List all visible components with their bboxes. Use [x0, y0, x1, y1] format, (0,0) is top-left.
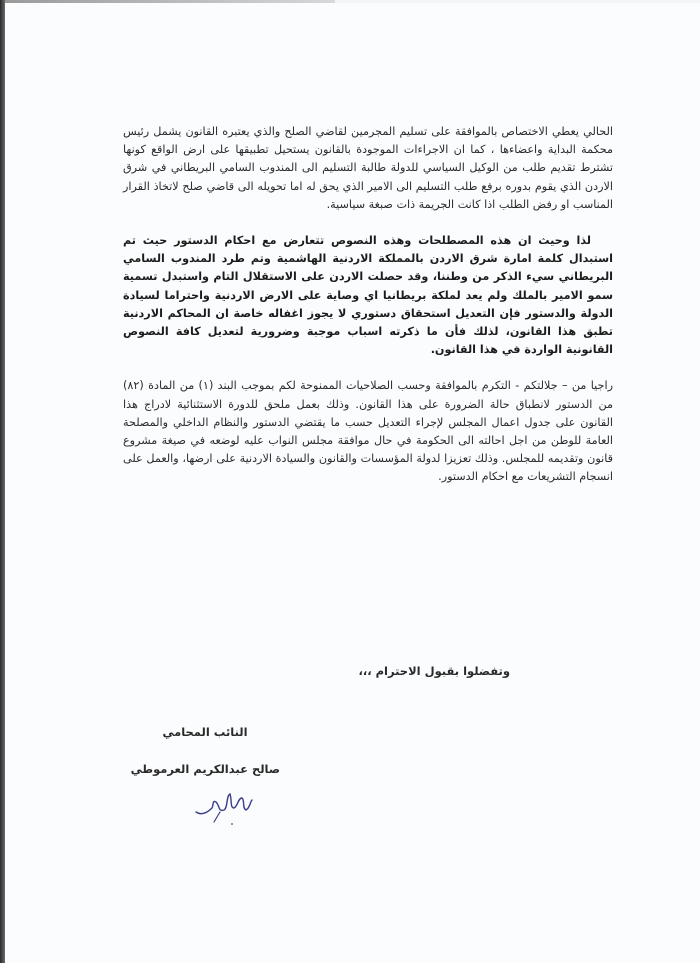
- paragraph-constitutional-conflict: لذا وحيث ان هذه المصطلحات وهذه النصوص تتعارض مع احكام الدستور حيث تم استبدال كلمة امارة شرق الاردن بالمملكة الاردنية الهاشمية وتم طرد المندوب السامي البريطاني سيء الذكر من وطننا، وقد حصلت الاردن على الاستقلال التام واستبدل تسمية سمو الامير بالملك ولم يعد لملكة بريطانيا اي وصاية على الارض الاردنية واحتراما لسيادة الدولة والدستور فإن التعديل استحقاق دستوري لا يجوز اغفاله خاصة ان المحاكم الاردنية تطبق هذا القانون، لذلك فأن ما ذكرته اسباب موجبة وضرورية لتعديل كافة النصوص القانونية الواردة في هذا القانون.: [123, 234, 613, 357]
- signatory-title: النائب المحامي: [162, 725, 248, 739]
- closing-salutation: وتفضلوا بقبول الاحترام ،،،: [358, 664, 510, 678]
- letter-body: [123, 123, 613, 505]
- paragraph-extradition-procedure: الحالي يعطي الاختصاص بالموافقة على تسليم المجرمين لقاضي الصلح والذي يعتبره القانون يشمل رئيس محكمة البداية واعضاءها ، كما ان الاجراءات الموجودة بالقانون يستحيل تطبيقها على ارض الواقع كونها تشترط تقديم طلب من الوكيل السياسي للدولة طالبة التسليم الى المندوب السامي البريطاني في شرق الاردن الذي يقوم بدوره برفع طلب التسليم الى الامير الذي يحق له اما تحويله الى قاضي صلح لاتخاذ القرار المناسب او رفض الطلب اذا كانت الجريمة ذات صبغة سياسية.: [123, 125, 613, 211]
- signatory-name: صالح عبدالكريم العرموطي: [130, 762, 280, 776]
- handwritten-signature-icon: [190, 782, 260, 827]
- paragraph-request: راجيا من – جلالتكم - التكرم بالموافقة وحسب الصلاحيات الممنوحة لكم بموجب البند (١) من المادة (٨٢) من الدستور لانطباق حالة الضرورة على هذا القانون. وذلك بعمل ملحق للدورة الاستثنائية لادراج هذا القانون على جدول اعمال المجلس لإجراء التعديل حسب ما يقتضي الدستور والنظام الداخلي والمصلحة العامة للوطن من اجل احالته الى الحكومة في حال موافقة مجلس النواب عليه لوضعه في صيغة مشروع قانون وتقديمه للمجلس. وذلك تعزيزا لدولة المؤسسات والقانون والسيادة الاردنية على ارضها، والعمل على انسجام التشريعات مع احكام الدستور.: [123, 379, 613, 484]
- document-page: [5, 3, 700, 963]
